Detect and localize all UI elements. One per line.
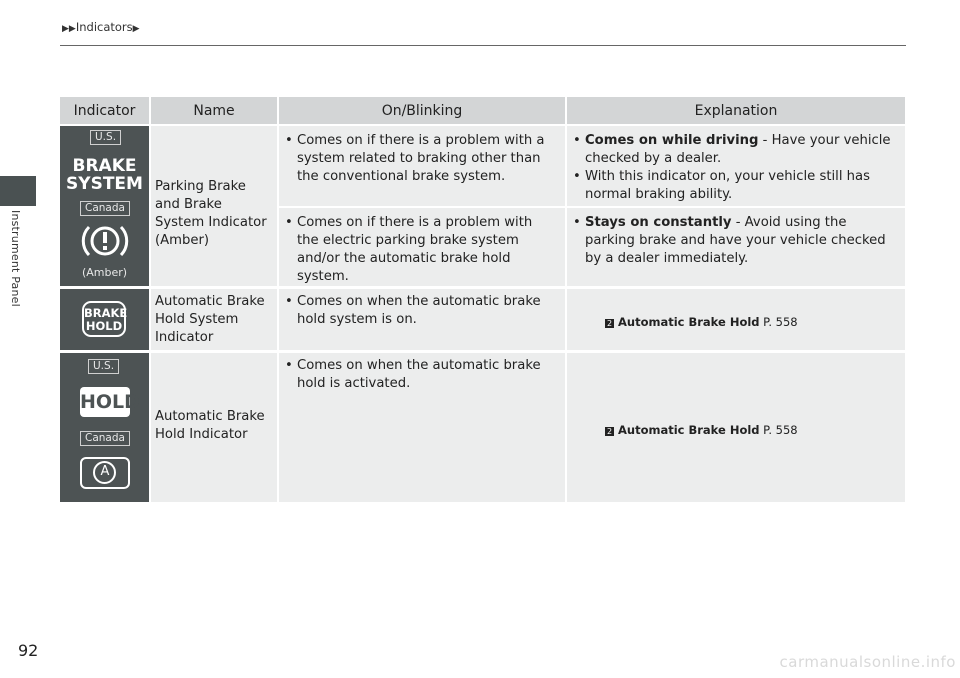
reference-title: Automatic Brake Hold: [618, 423, 760, 437]
explanation-bullet: • With this indicator on, your vehicle still has normal braking ability.: [571, 168, 899, 204]
explanation-bullet: [571, 132, 899, 168]
reference-title: Automatic Brake Hold: [618, 315, 760, 329]
reference-page: P. 558: [759, 423, 798, 437]
region-label-us: U.S.: [88, 359, 119, 374]
header-explanation: Explanation: [567, 97, 905, 124]
watermark: carmanualsonline.info: [779, 653, 956, 671]
brake-hold-a-glyph: A: [100, 464, 110, 479]
explanation-cell-brake-hold: [567, 353, 905, 502]
explanation-bold: Stays on constantly: [585, 215, 732, 230]
brake-system-icon: [60, 158, 149, 193]
region-label-us: U.S.: [90, 130, 121, 145]
page-number: 92: [18, 641, 39, 660]
explanation-bullet: [571, 214, 899, 268]
on-bullet: • Comes on if there is a problem with the electric parking brake system and/or the automatic brake hold system.: [283, 214, 557, 286]
name-cell-brake-hold-system: Automatic Brake Hold System Indicator: [151, 289, 277, 350]
section-tab: [0, 176, 36, 206]
brake-hold-system-icon: [82, 301, 126, 337]
name-cell-brake-hold: Automatic Brake Hold Indicator: [151, 353, 277, 502]
brake-warning-icon: [81, 220, 129, 262]
brake-system-icon-line2: SYSTEM: [66, 174, 143, 194]
on-cell-brake-hold: [279, 353, 565, 502]
hold-icon-text: HOLD: [80, 391, 140, 413]
header-name: Name: [151, 97, 277, 124]
breadcrumb-arrow-icon: ▶: [132, 24, 140, 34]
indicator-cell-brake-hold-system: [60, 289, 149, 350]
reference-arrow-icon: 2: [606, 427, 613, 436]
brake-hold-icon-line2: HOLD: [85, 318, 123, 333]
name-cell-parking-brake: Parking Brake and Brake System Indicator (Amber): [151, 126, 277, 286]
on-cell-parking-brake-1: [279, 126, 565, 206]
explanation-cell-brake-hold-system: [567, 289, 905, 350]
section-label-text: Instrument Panel: [9, 210, 22, 307]
reference-page: P. 558: [759, 315, 798, 329]
on-cell-parking-brake-2: [279, 208, 565, 286]
brake-hold-icon-line1: BRAKE: [84, 306, 128, 320]
explanation-text: - Have your vehicle checked by a dealer.: [585, 133, 891, 166]
explanation-cell-parking-brake-2: [567, 208, 905, 286]
breadcrumb-arrow-icon: ▶▶: [62, 24, 76, 34]
section-label: [2, 210, 22, 320]
explanation-cell-parking-brake-1: [567, 126, 905, 206]
header-indicator: Indicator: [60, 97, 149, 124]
region-label-canada: Canada: [80, 201, 130, 216]
brake-system-icon-line1: BRAKE: [72, 156, 137, 176]
breadcrumb-label[interactable]: Indicators: [75, 20, 133, 34]
on-bullet: • Comes on when the automatic brake hold is activated.: [283, 357, 557, 393]
hold-icon: [80, 387, 140, 417]
amber-caption: (Amber): [81, 266, 128, 279]
indicator-cell-parking-brake: [60, 126, 149, 286]
explanation-bold: Comes on while driving: [585, 133, 759, 148]
reference-link[interactable]: [605, 423, 798, 437]
breadcrumb: [62, 20, 140, 34]
indicator-cell-brake-hold: [60, 353, 149, 502]
reference-arrow-icon: 2: [606, 319, 613, 328]
on-bullet: • Comes on if there is a problem with a system related to braking other than the conventional brake system.: [283, 132, 557, 186]
reference-link[interactable]: [605, 315, 798, 329]
header-divider: [60, 45, 906, 46]
header-on-blinking: On/Blinking: [279, 97, 565, 124]
brake-hold-a-icon: [80, 457, 130, 489]
explanation-text: - Avoid using the parking brake and have your vehicle checked by a dealer immediately.: [585, 215, 886, 266]
on-bullet: • Comes on when the automatic brake hold system is on.: [283, 293, 557, 329]
region-label-canada: Canada: [80, 431, 130, 446]
on-cell-brake-hold-system: [279, 289, 565, 350]
